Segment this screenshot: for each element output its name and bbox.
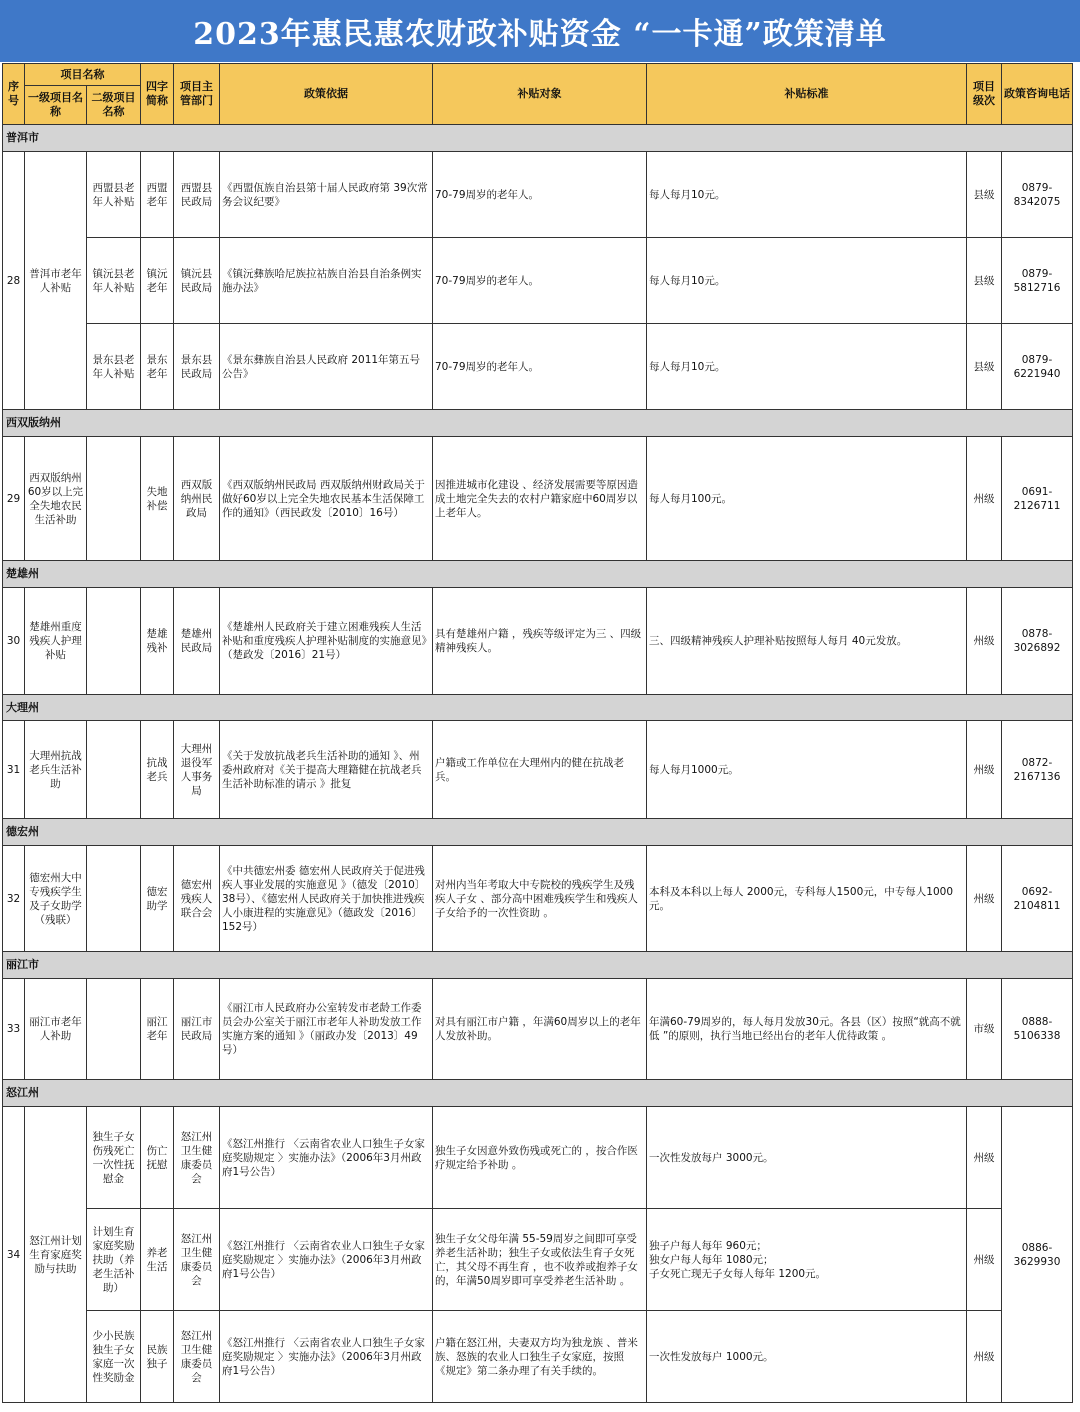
level1-cell: 怒江州计划生育家庭奖励与扶助 bbox=[25, 1107, 87, 1403]
header-basis: 政策依据 bbox=[220, 64, 433, 125]
target-cell: 具有楚雄州户籍 ，残疾等级评定为三 、四级精神残疾人。 bbox=[433, 588, 647, 695]
basis-cell: 《镇沅彝族哈尼族拉祜族自治县自治条例实施办法》 bbox=[220, 238, 433, 324]
standard-cell: 本科及本科以上每人 2000元，专科每人1500元，中专每人1000元。 bbox=[647, 846, 967, 952]
dept-cell: 怒江州卫生健康委员会 bbox=[174, 1107, 220, 1209]
level2-cell: 少小民族独生子女家庭一次性奖励金 bbox=[87, 1311, 141, 1403]
seq-cell: 31 bbox=[3, 721, 25, 819]
phone-cell: 0692-2104811 bbox=[1002, 846, 1073, 952]
level-cell: 州级 bbox=[967, 437, 1002, 561]
standard-cell: 三、四级精神残疾人护理补贴按照每人每月 40元发放。 bbox=[647, 588, 967, 695]
header-dept: 项目主管部门 bbox=[174, 64, 220, 125]
short-cell: 失地补偿 bbox=[141, 437, 174, 561]
basis-cell: 《怒江州推行 〈云南省农业人口独生子女家庭奖励规定 〉实施办法》（2006年3月州政府1号公告） bbox=[220, 1107, 433, 1209]
level2-cell bbox=[87, 846, 141, 952]
region-header: 大理州 bbox=[3, 695, 1073, 721]
header-short: 四字简称 bbox=[141, 64, 174, 125]
basis-cell: 《怒江州推行 〈云南省农业人口独生子女家庭奖励规定 〉实施办法》（2006年3月州政府1号公告） bbox=[220, 1209, 433, 1311]
dept-cell: 丽江市民政局 bbox=[174, 979, 220, 1080]
level1-cell: 丽江市老年人补助 bbox=[25, 979, 87, 1080]
seq-cell: 32 bbox=[3, 846, 25, 952]
basis-cell: 《怒江州推行 〈云南省农业人口独生子女家庭奖励规定 〉实施办法》（2006年3月州政府1号公告） bbox=[220, 1311, 433, 1403]
seq-cell: 28 bbox=[3, 152, 25, 410]
level2-cell: 计划生育家庭奖励扶助（养老生活补助） bbox=[87, 1209, 141, 1311]
policy-table bbox=[2, 63, 1073, 1403]
header-target: 补贴对象 bbox=[433, 64, 647, 125]
target-cell: 户籍在怒江州，夫妻双方均为独龙族 、普米族、怒族的农业人口独生子女家庭，按照《规定》第二条办理了有关手续的。 bbox=[433, 1311, 647, 1403]
header-level1: 一级项目名称 bbox=[25, 86, 87, 125]
level-cell: 州级 bbox=[967, 846, 1002, 952]
level2-cell: 西盟县老年人补贴 bbox=[87, 152, 141, 238]
basis-cell: 《西盟佤族自治县第十届人民政府第 39次常务会议纪要》 bbox=[220, 152, 433, 238]
level2-cell: 独生子女伤残死亡一次性抚慰金 bbox=[87, 1107, 141, 1209]
header-project-name: 项目名称 bbox=[25, 64, 141, 86]
phone-cell: 0879-6221940 bbox=[1002, 324, 1073, 410]
dept-cell: 怒江州卫生健康委员会 bbox=[174, 1311, 220, 1403]
short-cell: 西盟老年 bbox=[141, 152, 174, 238]
header-level: 项目级次 bbox=[967, 64, 1002, 125]
level-cell: 州级 bbox=[967, 1209, 1002, 1311]
level-cell: 县级 bbox=[967, 238, 1002, 324]
dept-cell: 西双版纳州民政局 bbox=[174, 437, 220, 561]
target-cell: 独生子女父母年满 55-59周岁之间即可享受养老生活补助；独生子女或依法生育子女死亡，其父母不再生育 ，也不收养或抱养子女的，年满50周岁即可享受养老生活补助 。 bbox=[433, 1209, 647, 1311]
phone-cell: 0691-2126711 bbox=[1002, 437, 1073, 561]
header-standard: 补贴标准 bbox=[647, 64, 967, 125]
basis-cell: 《中共德宏州委 德宏州人民政府关于促进残疾人事业发展的实施意见 》（德发〔2010〕38号）、《德宏州人民政府关于加快推进残疾人小康进程的实施意见》（德政发〔2016〕152号） bbox=[220, 846, 433, 952]
short-cell: 民族独子 bbox=[141, 1311, 174, 1403]
table-row bbox=[3, 324, 1073, 410]
seq-cell: 30 bbox=[3, 588, 25, 695]
standard-cell: 一次性发放每户 1000元。 bbox=[647, 1311, 967, 1403]
region-header: 楚雄州 bbox=[3, 561, 1073, 588]
phone-cell: 0879-8342075 bbox=[1002, 152, 1073, 238]
dept-cell: 楚雄州民政局 bbox=[174, 588, 220, 695]
phone-cell: 0886-3629930 bbox=[1002, 1107, 1073, 1403]
level2-cell: 景东县老年人补贴 bbox=[87, 324, 141, 410]
phone-cell: 0872-2167136 bbox=[1002, 721, 1073, 819]
target-cell: 70-79周岁的老年人。 bbox=[433, 238, 647, 324]
standard-cell: 每人每月1000元。 bbox=[647, 721, 967, 819]
table-row bbox=[3, 1209, 1073, 1311]
level1-cell: 德宏州大中专残疾学生及子女助学（残联） bbox=[25, 846, 87, 952]
phone-cell: 0878-3026892 bbox=[1002, 588, 1073, 695]
level1-cell: 普洱市老年人补贴 bbox=[25, 152, 87, 410]
seq-cell: 29 bbox=[3, 437, 25, 561]
basis-cell: 《景东彝族自治县人民政府 2011年第五号公告》 bbox=[220, 324, 433, 410]
seq-cell: 33 bbox=[3, 979, 25, 1080]
table-row bbox=[3, 238, 1073, 324]
level-cell: 市级 bbox=[967, 979, 1002, 1080]
header-phone: 政策咨询电话 bbox=[1002, 64, 1073, 125]
dept-cell: 德宏州残疾人联合会 bbox=[174, 846, 220, 952]
short-cell: 丽江老年 bbox=[141, 979, 174, 1080]
level1-cell: 大理州抗战老兵生活补助 bbox=[25, 721, 87, 819]
short-cell: 伤亡抚慰 bbox=[141, 1107, 174, 1209]
phone-cell: 0879-5812716 bbox=[1002, 238, 1073, 324]
dept-cell: 大理州退役军人事务局 bbox=[174, 721, 220, 819]
level2-cell bbox=[87, 437, 141, 561]
region-header: 普洱市 bbox=[3, 125, 1073, 152]
level1-cell: 西双版纳州60岁以上完全失地农民生活补助 bbox=[25, 437, 87, 561]
level1-cell: 楚雄州重度残疾人护理补贴 bbox=[25, 588, 87, 695]
short-cell: 养老生活 bbox=[141, 1209, 174, 1311]
region-header: 怒江州 bbox=[3, 1080, 1073, 1107]
dept-cell: 西盟县民政局 bbox=[174, 152, 220, 238]
table-row bbox=[3, 721, 1073, 819]
standard-cell: 每人每月10元。 bbox=[647, 324, 967, 410]
level-cell: 州级 bbox=[967, 721, 1002, 819]
basis-cell: 《关于发放抗战老兵生活补助的通知 》、州委州政府对《关于提高大理籍健在抗战老兵生活补助标准的请示 》批复 bbox=[220, 721, 433, 819]
region-header: 丽江市 bbox=[3, 952, 1073, 979]
standard-cell: 每人每月100元。 bbox=[647, 437, 967, 561]
table-row bbox=[3, 1107, 1073, 1209]
dept-cell: 怒江州卫生健康委员会 bbox=[174, 1209, 220, 1311]
standard-cell: 独子户每人每年 960元； 独女户每人每年 1080元； 子女死亡现无子女每人每年 1200元。 bbox=[647, 1209, 967, 1311]
level2-cell: 镇沅县老年人补贴 bbox=[87, 238, 141, 324]
basis-cell: 《西双版纳州民政局 西双版纳州财政局关于做好60岁以上完全失地农民基本生活保障工作的通知》（西民政发〔2010〕16号） bbox=[220, 437, 433, 561]
level-cell: 县级 bbox=[967, 152, 1002, 238]
page-title: 2023年惠民惠农财政补贴资金 “一卡通”政策清单 bbox=[0, 0, 1080, 62]
standard-cell: 每人每月10元。 bbox=[647, 238, 967, 324]
target-cell: 对州内当年考取大中专院校的残疾学生及残疾人子女 、部分高中困难残疾学生和残疾人子女给予的一次性资助 。 bbox=[433, 846, 647, 952]
dept-cell: 镇沅县民政局 bbox=[174, 238, 220, 324]
target-cell: 户籍或工作单位在大理州内的健在抗战老兵。 bbox=[433, 721, 647, 819]
header-seq: 序号 bbox=[3, 64, 25, 125]
level-cell: 州级 bbox=[967, 1107, 1002, 1209]
short-cell: 德宏助学 bbox=[141, 846, 174, 952]
region-header: 西双版纳州 bbox=[3, 410, 1073, 437]
table-row bbox=[3, 1311, 1073, 1403]
basis-cell: 《楚雄州人民政府关于建立困难残疾人生活补贴和重度残疾人护理补贴制度的实施意见》（楚政发〔2016〕21号） bbox=[220, 588, 433, 695]
table-row bbox=[3, 588, 1073, 695]
target-cell: 70-79周岁的老年人。 bbox=[433, 324, 647, 410]
target-cell: 独生子女因意外致伤残或死亡的 ，按合作医疗规定给予补助 。 bbox=[433, 1107, 647, 1209]
header-level2: 二级项目名称 bbox=[87, 86, 141, 125]
seq-cell: 34 bbox=[3, 1107, 25, 1403]
table-row bbox=[3, 152, 1073, 238]
level2-cell bbox=[87, 721, 141, 819]
table-row bbox=[3, 437, 1073, 561]
standard-cell: 年满60-79周岁的，每人每月发放30元。各县（区）按照“就高不就低 ”的原则，执行当地已经出台的老年人优待政策 。 bbox=[647, 979, 967, 1080]
level2-cell bbox=[87, 979, 141, 1080]
target-cell: 因推进城市化建设 、经济发展需要等原因造成土地完全失去的农村户籍家庭中60周岁以上老年人。 bbox=[433, 437, 647, 561]
level-cell: 县级 bbox=[967, 324, 1002, 410]
basis-cell: 《丽江市人民政府办公室转发市老龄工作委员会办公室关于丽江市老年人补助发放工作实施方案的通知 》（丽政办发〔2013〕49号） bbox=[220, 979, 433, 1080]
level-cell: 州级 bbox=[967, 588, 1002, 695]
short-cell: 楚雄残补 bbox=[141, 588, 174, 695]
region-header: 德宏州 bbox=[3, 819, 1073, 846]
phone-cell: 0888-5106338 bbox=[1002, 979, 1073, 1080]
short-cell: 抗战老兵 bbox=[141, 721, 174, 819]
standard-cell: 每人每月10元。 bbox=[647, 152, 967, 238]
short-cell: 镇沅老年 bbox=[141, 238, 174, 324]
target-cell: 70-79周岁的老年人。 bbox=[433, 152, 647, 238]
target-cell: 对具有丽江市户籍 ，年满60周岁以上的老年人发放补助。 bbox=[433, 979, 647, 1080]
level2-cell bbox=[87, 588, 141, 695]
level-cell: 州级 bbox=[967, 1311, 1002, 1403]
table-row bbox=[3, 979, 1073, 1080]
dept-cell: 景东县民政局 bbox=[174, 324, 220, 410]
table-row bbox=[3, 846, 1073, 952]
short-cell: 景东老年 bbox=[141, 324, 174, 410]
standard-cell: 一次性发放每户 3000元。 bbox=[647, 1107, 967, 1209]
